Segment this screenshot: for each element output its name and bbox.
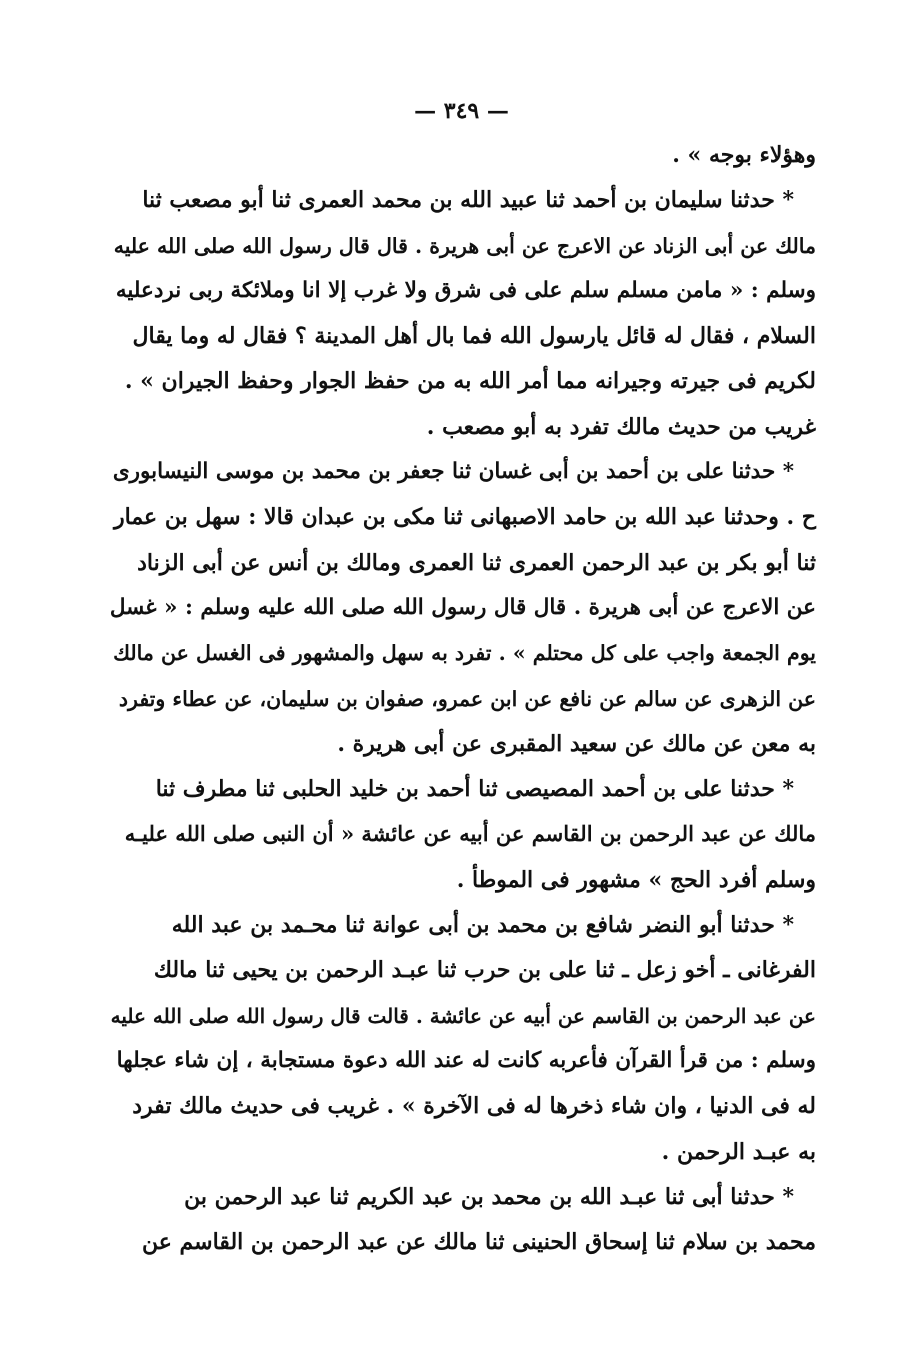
text-line: عن الاعرج عن أبى هريرة . قال قال رسول الله صلى الله عليه وسلم : « غسل [109, 594, 816, 620]
body-text [110, 142, 816, 1274]
text-line: ثنا أبو بكر بن عبد الرحمن العمرى ثنا العمرى ومالك بن أنس عن أبى الزناد [137, 549, 816, 576]
text-line: لكريم فى جيرته وجيرانه مما أمر الله به من حفظ الجوار وحفظ الجيران » . [124, 368, 816, 395]
text-line: يوم الجمعة واجب على كل محتلم » . تفرد به سهل والمشهور فى الغسل عن مالك [113, 641, 816, 666]
text-line: * حدثنا أبو النضر شافع بن محمد بن أبى عوانة ثنا محـمد بن عبد الله [171, 912, 794, 939]
text-line: به معن عن مالك عن سعيد المقبرى عن أبى هريرة . [337, 730, 816, 757]
text-line: ح . وحدثنا عبد الله بن حامد الاصبهانى ثنا مكى بن عبدان قالا : سهل بن عمار [114, 504, 816, 531]
text-line: الفرغانى ـ أخو زعل ـ ثنا على بن حرب ثنا عبـد الرحمن بن يحيى ثنا مالك [153, 957, 816, 984]
text-line: محمد بن سلام ثنا إسحاق الحنينى ثنا مالك عن عبد الرحمن بن القاسم عن [142, 1229, 816, 1256]
text-line: السلام ، فقال له قائل يارسول الله فما بال أهل المدينة ؟ فقال له وما يقال [132, 323, 816, 350]
text-line: له فى الدنيا ، وان شاء ذخرها له فى الآخرة » . غريب فى حديث مالك تفرد [132, 1093, 816, 1120]
text-line: * حدثنا سليمان بن أحمد ثنا عبيد الله بن محمد العمرى ثنا أبو مصعب ثنا [142, 187, 794, 214]
text-line: مالك عن عبد الرحمن بن القاسم عن أبيه عن عائشة « أن النبى صلى الله عليـه [124, 821, 816, 847]
text-line: عن عبد الرحمن بن القاسم عن أبيه عن عائشة . قالت قال رسول الله صلى الله عليه [110, 1003, 816, 1028]
text-line: مالك عن أبى الزناد عن الاعرج عن أبى هريرة . قال قال رسول الله صلى الله عليه [113, 233, 816, 258]
text-line: وسلم : « مامن مسلم سلم على فى شرق ولا غرب إلا انا وملائكة ربى نردعليه [115, 277, 816, 303]
text-line: * حدثنا على بن أحمد بن أبى غسان ثنا جعفر بن محمد بن موسى النيسابورى [112, 459, 794, 485]
text-line: عن الزهرى عن سالم عن نافع عن ابن عمرو، صفوان بن سليمان، عن عطاء وتفرد [118, 686, 816, 711]
page-number: — ٣٤٩ — [414, 98, 509, 124]
text-line: وهؤلاء بوجه » . [672, 142, 816, 168]
text-line: وسلم : من قرأ القرآن فأعربه كانت له عند الله دعوة مستجابة ، إن شاء عجلها [116, 1047, 816, 1073]
text-line: وسلم أفرد الحج » مشهور فى الموطأ . [456, 866, 816, 893]
text-line: * حدثنا أبى ثنا عبـد الله بن محمد بن عبد الكريم ثنا عبد الرحمن بن [184, 1183, 794, 1210]
text-line: * حدثنا على بن أحمد المصيصى ثنا أحمد بن خليد الحلبى ثنا مطرف ثنا [155, 776, 794, 803]
text-line: غريب من حديث مالك تفرد به أبو مصعب . [426, 413, 816, 440]
text-line: به عبـد الرحمن . [661, 1138, 816, 1165]
